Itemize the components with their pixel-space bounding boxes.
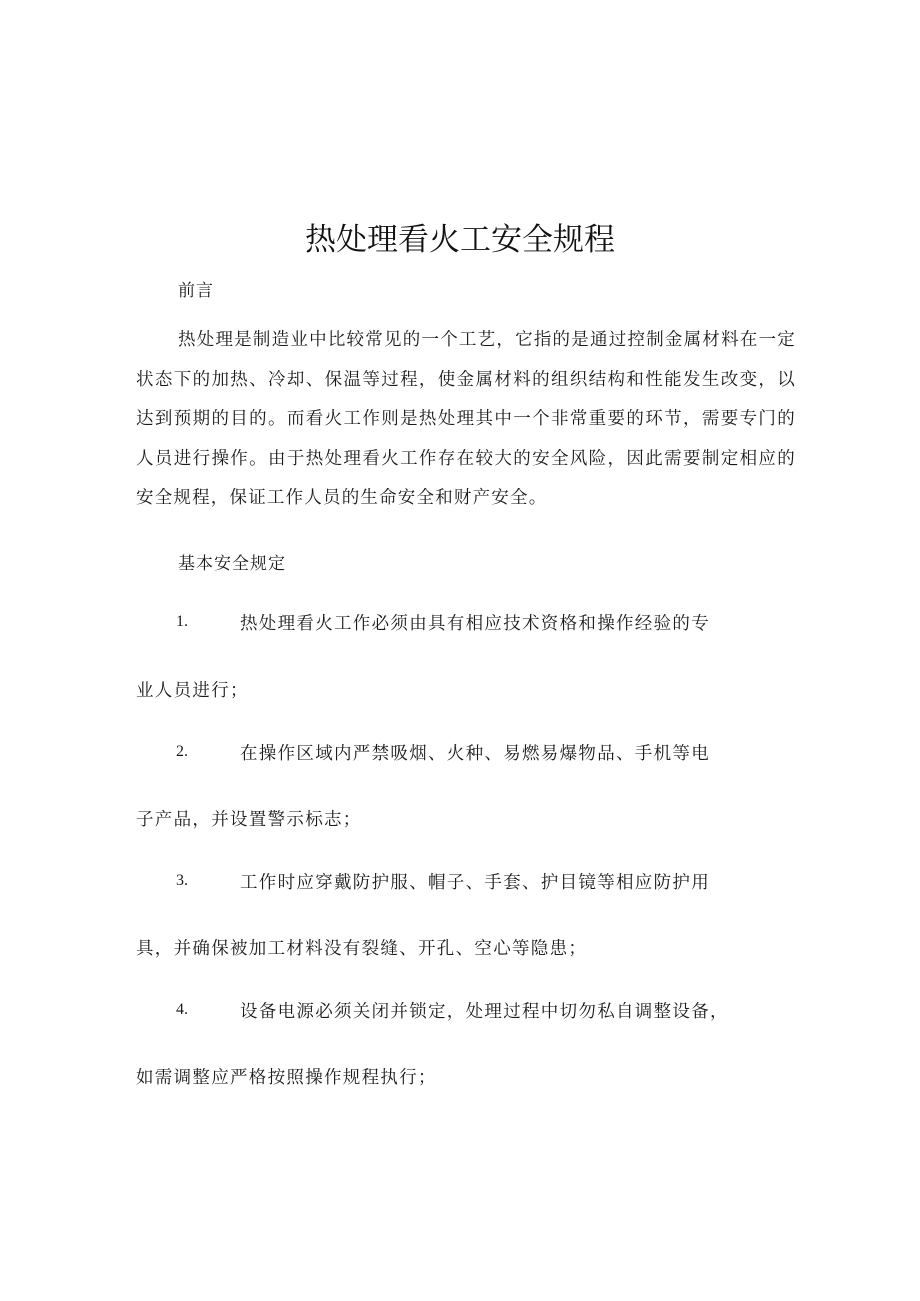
rule-number: 4. — [176, 1001, 188, 1018]
preface-paragraph: 热处理是制造业中比较常见的一个工艺，它指的是通过控制金属材料在一定状态下的加热、冷却、保温等过程，使金属材料的组织结构和性能发生改变，以达到预期的目的。而看火工作则是热处理其中一个非常重要的环节，需要专门的人员进行操作。由于热处理看火工作存在较大的安全风险，因此需要制定相应的安全规程，保证工作人员的生命安全和财产安全。 — [136, 330, 796, 508]
rule-number: 1. — [176, 613, 188, 630]
rule-text-line1: 工作时应穿戴防护服、帽子、手套、护目镜等相应防护用 — [240, 873, 710, 893]
document-title: 热处理看火工安全规程 — [305, 222, 615, 258]
rule-text-line2: 业人员进行； — [136, 681, 249, 701]
rule-number: 3. — [176, 872, 188, 889]
rule-text-line2: 具，并确保被加工材料没有裂缝、开孔、空心等隐患； — [136, 939, 588, 959]
preface-heading: 前言 — [178, 281, 214, 301]
basic-rules-heading: 基本安全规定 — [178, 554, 286, 574]
rule-text-line2: 如需调整应严格按照操作规程执行； — [136, 1068, 437, 1088]
rule-text-line2: 子产品，并设置警示标志； — [136, 810, 362, 830]
rule-text-line1: 设备电源必须关闭并锁定，处理过程中切勿私自调整设备， — [240, 1002, 729, 1022]
rule-text-line1: 热处理看火工作必须由具有相应技术资格和操作经验的专 — [240, 614, 710, 634]
rule-number: 2. — [176, 743, 188, 760]
rule-text-line1: 在操作区域内严禁吸烟、火种、易燃易爆物品、手机等电 — [240, 744, 710, 764]
